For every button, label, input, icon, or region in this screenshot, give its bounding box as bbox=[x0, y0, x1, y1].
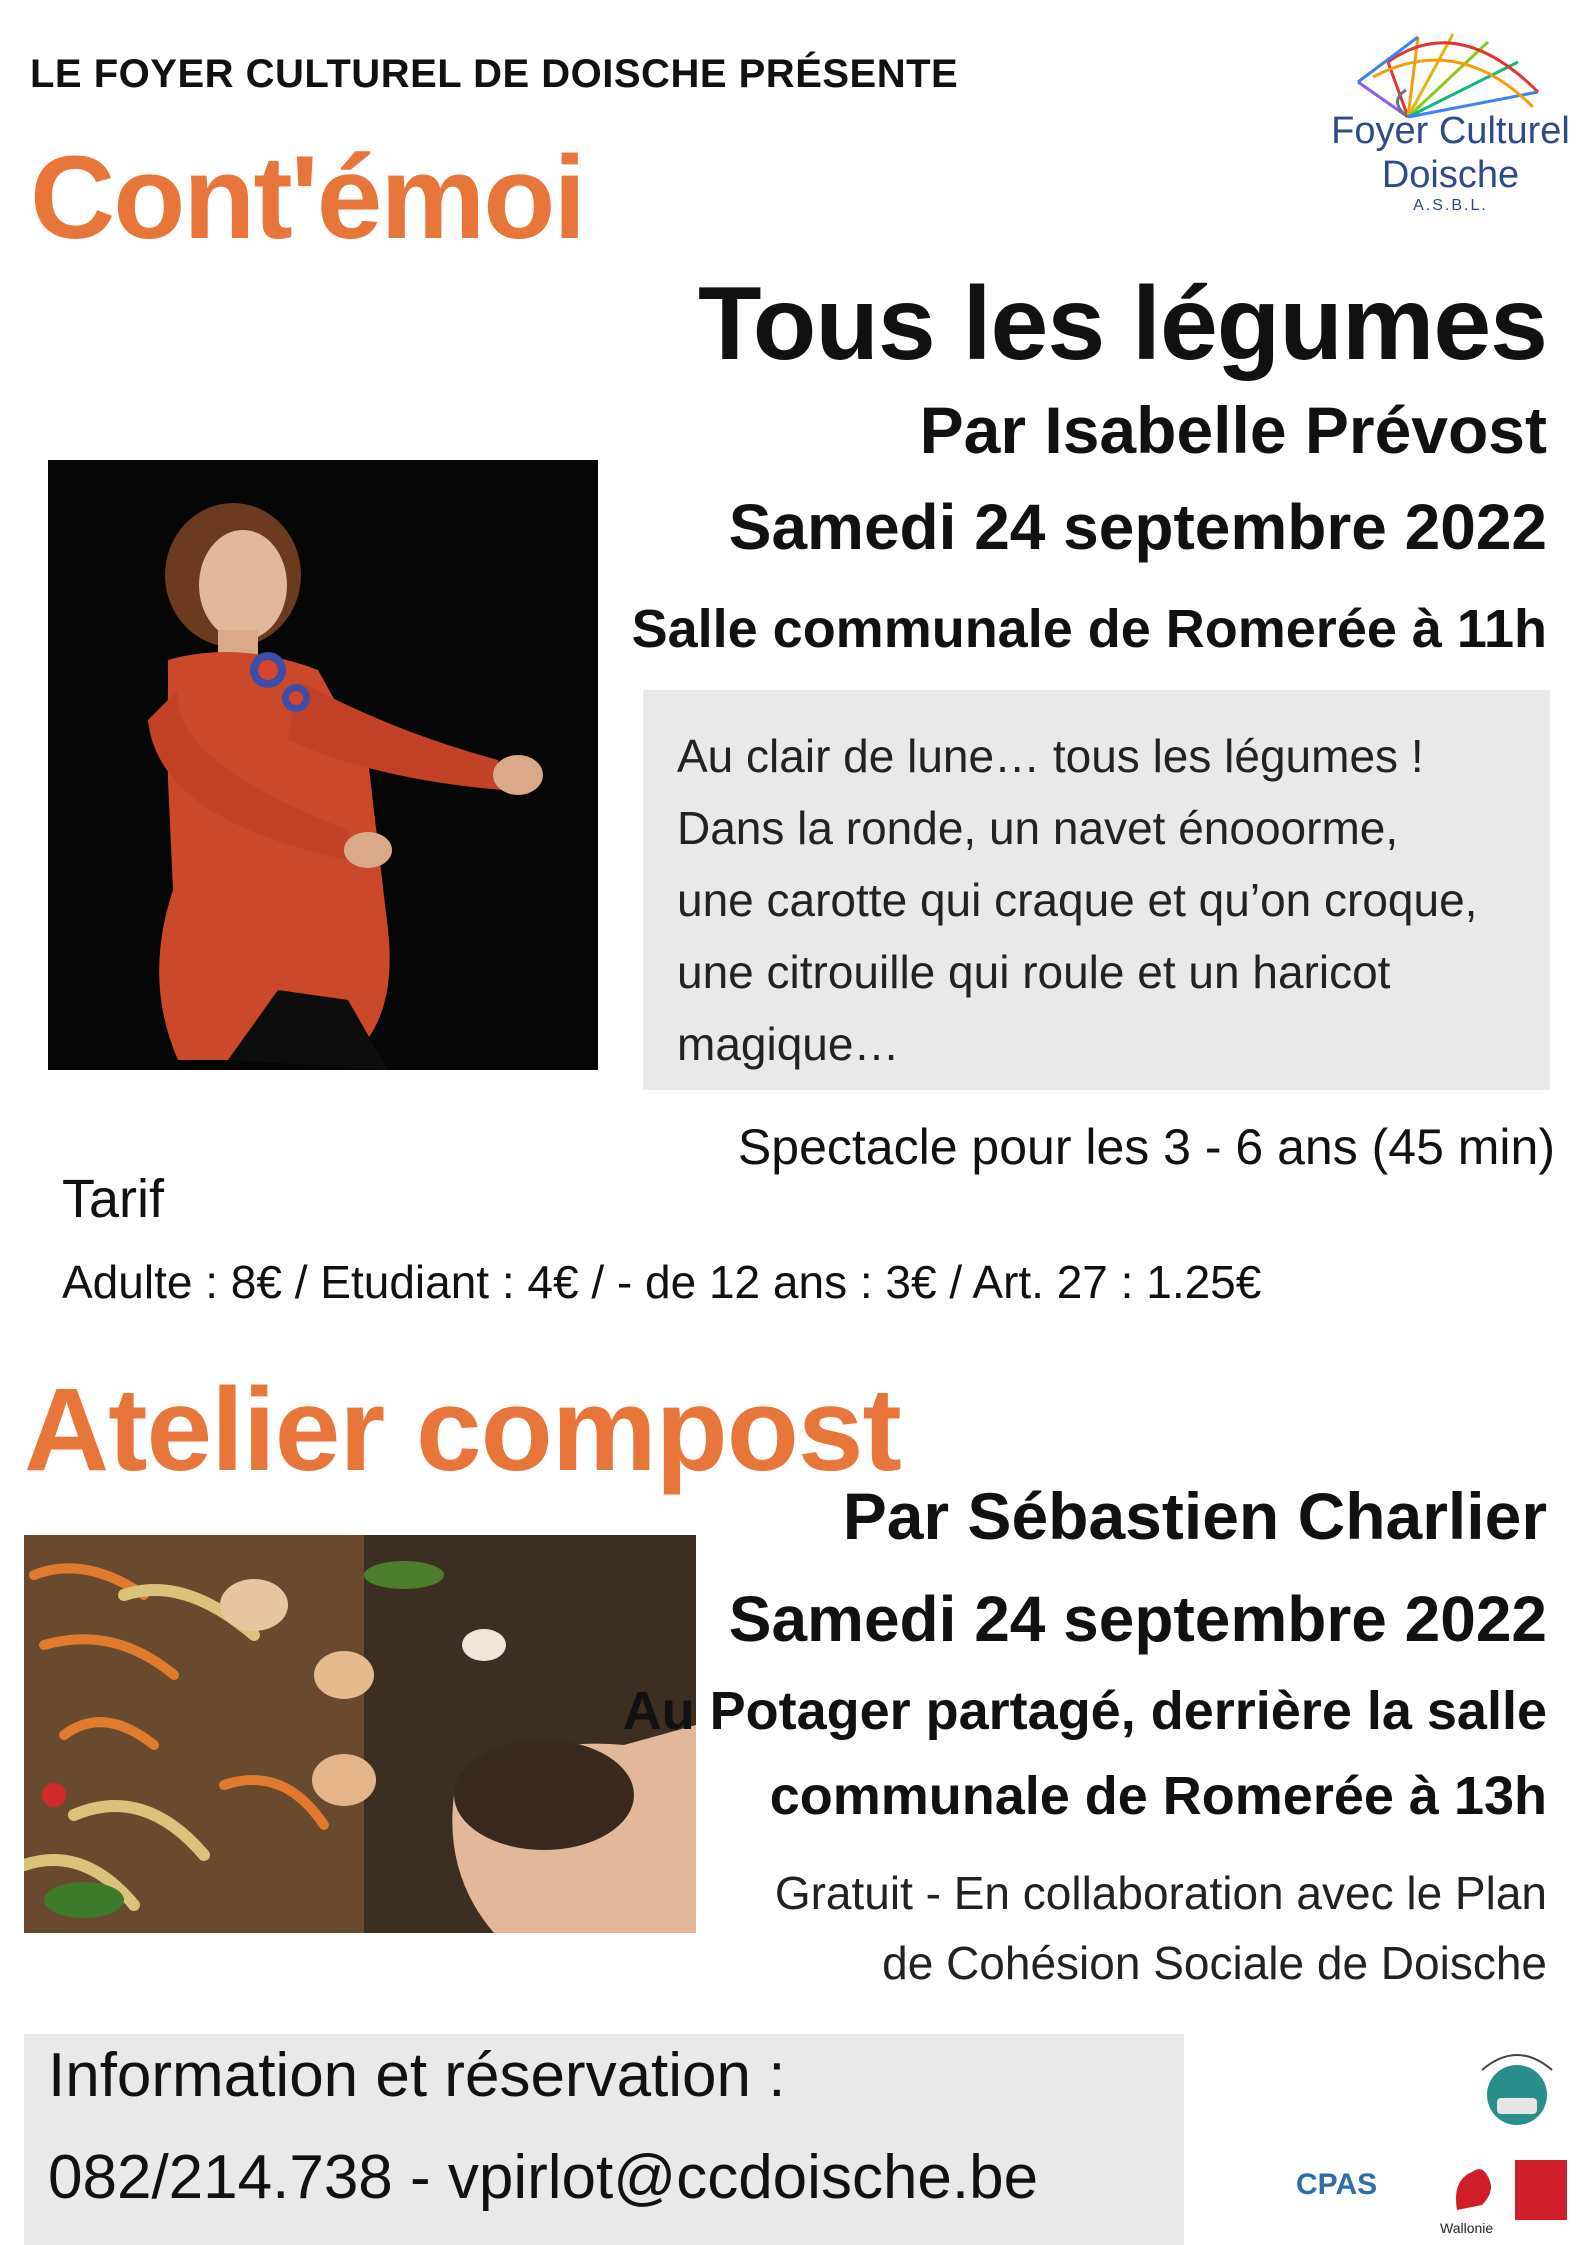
workshop-note bbox=[667, 1858, 1547, 1998]
compost-photo bbox=[24, 1535, 696, 1933]
workshop-venue-line2: communale de Romerée à 13h bbox=[769, 1766, 1547, 1826]
show-performer: Par Isabelle Prévost bbox=[919, 393, 1547, 467]
description-line: Dans la ronde, un navet énooorme, bbox=[677, 802, 1399, 854]
workshop-date: Samedi 24 septembre 2022 bbox=[728, 1583, 1547, 1655]
tarif-prices: Adulte : 8€ / Etudiant : 4€ / - de 12 ans : 3€ / Art. 27 : 1.25€ bbox=[62, 1256, 1262, 1308]
en-voiture-simone-logo-icon bbox=[1462, 2040, 1572, 2140]
wallonie-label: Wallonie bbox=[1440, 2220, 1494, 2236]
presenter-line: LE FOYER CULTUREL DE DOISCHE PRÉSENTE bbox=[30, 52, 959, 96]
description-line: une citrouille qui roule et un haricot bbox=[677, 946, 1391, 998]
show-date: Samedi 24 septembre 2022 bbox=[728, 491, 1547, 563]
workshop-title: Atelier compost bbox=[24, 1364, 901, 1496]
workshop-host: Par Sébastien Charlier bbox=[842, 1479, 1547, 1553]
tarif-label: Tarif bbox=[62, 1169, 165, 1229]
logo-name-line1: Foyer Culturel bbox=[1331, 110, 1570, 152]
info-contact[interactable]: 082/214.738 - vpirlot@ccdoische.be bbox=[48, 2143, 1039, 2212]
show-title: Tous les légumes bbox=[697, 266, 1547, 382]
workshop-note-line1: Gratuit - En collaboration avec le Plan bbox=[774, 1867, 1547, 1919]
show-audience: Spectacle pour les 3 - 6 ans (45 min) bbox=[737, 1119, 1555, 1175]
logo-name-line2: Doische bbox=[1381, 154, 1520, 196]
info-label: Information et réservation : bbox=[48, 2041, 786, 2110]
logo-asbl: A.S.B.L. bbox=[1413, 197, 1488, 214]
description-line: une carotte qui craque et qu’on croque, bbox=[677, 874, 1478, 926]
workshop-note-line2: de Cohésion Sociale de Doische bbox=[882, 1937, 1547, 1989]
workshop-venue-line1: Au Potager partagé, derrière la salle bbox=[622, 1681, 1547, 1741]
storyteller-photo bbox=[48, 460, 598, 1070]
wallonie-rooster-icon bbox=[1442, 2160, 1502, 2220]
series-title: Cont'émoi bbox=[30, 132, 585, 264]
doische-commune-logo-icon bbox=[1515, 2160, 1567, 2220]
show-description bbox=[643, 690, 1550, 1090]
description-line: magique… bbox=[677, 1018, 900, 1070]
show-venue: Salle communale de Romerée à 11h bbox=[631, 599, 1547, 659]
description-line: Au clair de lune… tous les légumes ! bbox=[677, 730, 1424, 782]
cpas-logo: CPAS bbox=[1296, 2168, 1378, 2201]
